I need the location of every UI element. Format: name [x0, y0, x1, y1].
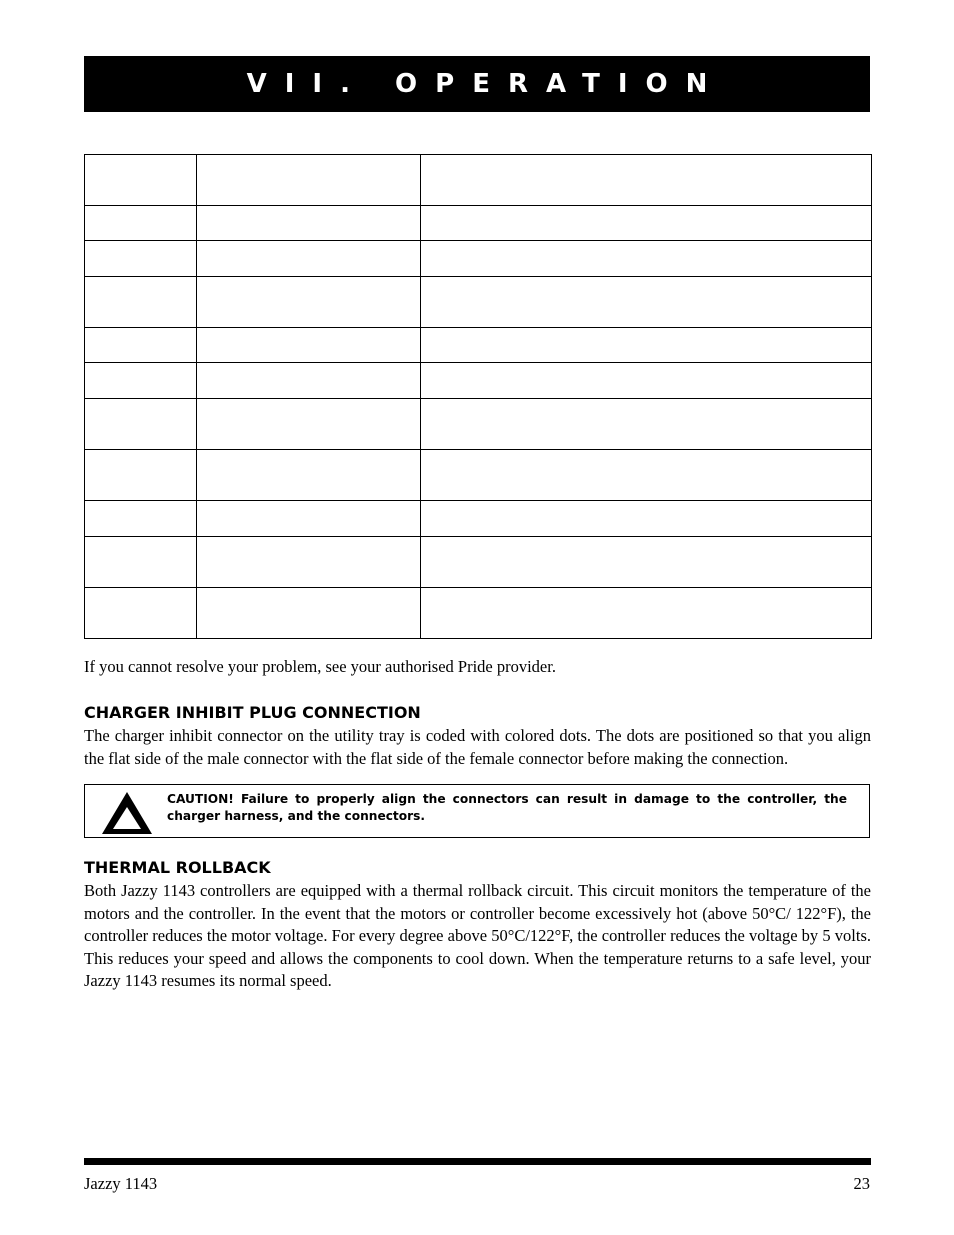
table-row — [85, 328, 872, 363]
table-cell — [421, 588, 872, 639]
table-row — [85, 537, 872, 588]
table-cell — [85, 588, 197, 639]
table-cell — [85, 241, 197, 277]
table-row — [85, 206, 872, 241]
table-cell — [421, 241, 872, 277]
page-number: 23 — [853, 1174, 870, 1193]
table-row — [85, 155, 872, 206]
caution-box — [84, 784, 870, 838]
troubleshooting-table — [84, 154, 872, 639]
table-cell — [197, 450, 421, 501]
table-cell — [197, 363, 421, 399]
table-cell — [197, 155, 421, 206]
table-cell — [85, 399, 197, 450]
table-cell — [85, 363, 197, 399]
table-cell — [421, 501, 872, 537]
table-cell — [85, 206, 197, 241]
table-cell — [197, 328, 421, 363]
table-cell — [85, 277, 197, 328]
table-cell — [197, 537, 421, 588]
charger-heading: CHARGER INHIBIT PLUG CONNECTION — [84, 703, 421, 722]
table-cell — [421, 206, 872, 241]
table-cell — [421, 537, 872, 588]
table-row — [85, 277, 872, 328]
table-row — [85, 450, 872, 501]
table-cell — [197, 399, 421, 450]
table-cell — [197, 277, 421, 328]
table-cell — [421, 450, 872, 501]
support-note: If you cannot resolve your problem, see your authorised Pride provider. — [84, 657, 556, 676]
section-header — [84, 56, 870, 112]
table-cell — [85, 537, 197, 588]
table-cell — [197, 501, 421, 537]
footer-product: Jazzy 1143 — [84, 1174, 158, 1193]
table-row — [85, 363, 872, 399]
table-row — [85, 501, 872, 537]
table-cell — [85, 501, 197, 537]
table-row — [85, 588, 872, 639]
table-cell — [421, 277, 872, 328]
table-row — [85, 399, 872, 450]
table-cell — [421, 328, 872, 363]
table-cell — [421, 155, 872, 206]
table-cell — [85, 155, 197, 206]
table-cell — [421, 399, 872, 450]
table-cell — [85, 328, 197, 363]
table-cell — [197, 241, 421, 277]
table-row — [85, 241, 872, 277]
thermal-heading: THERMAL ROLLBACK — [84, 858, 271, 877]
charger-body: The charger inhibit connector on the utility tray is coded with colored dots. The dots are positioned so that you align the flat side of the male connector with the flat side of the female connector before making the connection. — [84, 726, 871, 768]
table-cell — [85, 450, 197, 501]
caution-text: CAUTION! Failure to properly align the connectors can result in damage to the controller, the charger harness, and the connectors. — [167, 792, 847, 823]
table-cell — [197, 588, 421, 639]
section-title: VII. OPERATION — [246, 69, 726, 99]
table-cell — [197, 206, 421, 241]
warning-triangle-icon — [100, 790, 154, 836]
footer-rule — [84, 1158, 871, 1165]
thermal-body: Both Jazzy 1143 controllers are equipped with a thermal rollback circuit. This circuit monitors the temperature of the motors and the controller. In the event that the motors or controller become excessively hot (above 50°C/ 122°F), the controller reduces the motor voltage. For every degree above 50°C/122°F, the controller reduces the voltage by 5 volts. This reduces your speed and allows the components to cool down. When the temperature returns to a safe level, your Jazzy 1143 resumes its normal speed. — [84, 881, 871, 990]
table-cell — [421, 363, 872, 399]
